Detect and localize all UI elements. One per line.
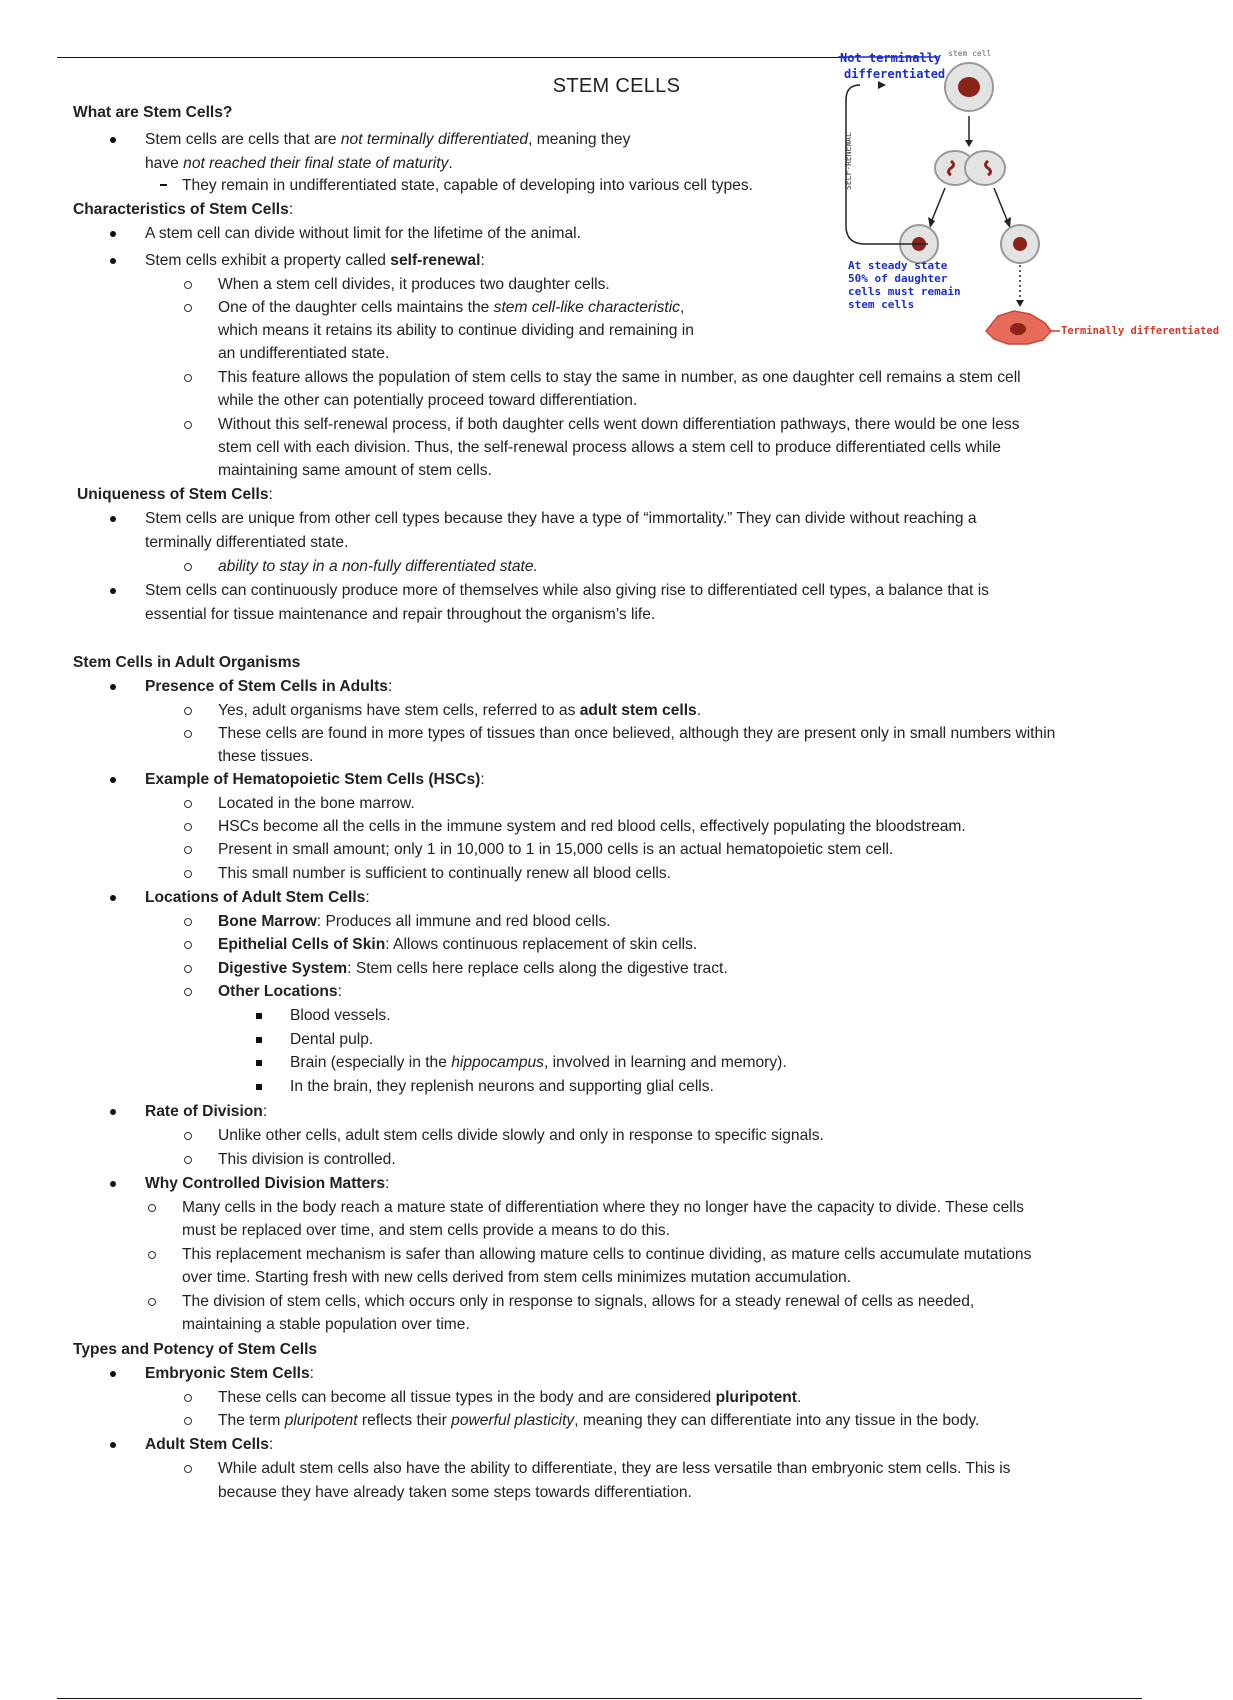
daughter-cell-differentiating-nucleus [1013, 237, 1027, 251]
self-renewal-loop [846, 85, 928, 244]
sub-bullet [184, 988, 192, 996]
adult-why-sub-2-line-2: over time. Starting fresh with new cells derived from stem cells minimizes mutation accumulation. [182, 1269, 852, 1286]
adult-loc-bone-marrow: Bone Marrow: Produces all immune and red blood cells. [218, 913, 611, 930]
what-bullet-1-line-1: Stem cells are cells that are not terminally differentiated, meaning they [145, 131, 631, 148]
label-not-terminally-1: Not terminally [840, 51, 942, 65]
char-bullet-2: Stem cells exhibit a property called self-renewal: [145, 252, 485, 269]
adult-hsc-sub-4: This small number is sufficient to continually renew all blood cells. [218, 865, 672, 882]
adult-hsc-sub-1: Located in the bone marrow. [218, 795, 415, 812]
stem-cell-top-nucleus [958, 77, 980, 97]
sub-bullet [148, 1204, 156, 1212]
types-embryonic-sub-2: The term pluripotent reflects their powerful plasticity, meaning they can differentiate into any tissue in the body. [218, 1412, 980, 1429]
square-bullet [256, 1060, 262, 1066]
bullet [110, 1109, 116, 1115]
sub-bullet [148, 1251, 156, 1259]
adult-loc-skin: Epithelial Cells of Skin: Allows continuous replacement of skin cells. [218, 936, 698, 953]
sub-bullet [184, 374, 192, 382]
square-bullet [256, 1013, 262, 1019]
uniq-sub-1: ability to stay in a non-fully differentiated state. [218, 558, 538, 575]
char-bullet-1: A stem cell can divide without limit for the lifetime of the animal. [145, 225, 581, 242]
bullet [110, 137, 116, 143]
sub-bullet [148, 1298, 156, 1306]
adult-loc-brain: Brain (especially in the hippocampus, involved in learning and memory). [290, 1054, 787, 1071]
adult-loc-neurons: In the brain, they replenish neurons and supporting glial cells. [290, 1078, 714, 1095]
adult-why-sub-3-line-1: The division of stem cells, which occurs only in response to signals, allows for a steady renewal of cells as needed, [182, 1293, 975, 1310]
uniq-bullet-2-line-1: Stem cells can continuously produce more of themselves while also giving rise to differentiated cell types, a balance that is [145, 582, 989, 599]
char-sub-2-line-3: an undifferentiated state. [218, 345, 390, 362]
adult-why-sub-1-line-1: Many cells in the body reach a mature state of differentiation where they no longer have the capacity to divide. These cells [182, 1199, 1024, 1216]
label-steady-2: 50% of daughter [848, 272, 948, 285]
what-bullet-1-line-2: have not reached their final state of maturity. [145, 155, 453, 172]
types-embryonic: Embryonic Stem Cells: [145, 1365, 314, 1382]
sub-bullet [184, 846, 192, 854]
bullet [110, 1371, 116, 1377]
label-stem-cell: stem cell [948, 49, 992, 58]
adult-presence-sub-1: Yes, adult organisms have stem cells, referred to as adult stem cells. [218, 702, 702, 719]
heading-adult-organisms: Stem Cells in Adult Organisms [73, 654, 301, 671]
sub-bullet [184, 281, 192, 289]
adult-hsc: Example of Hematopoietic Stem Cells (HSCs): [145, 771, 485, 788]
uniq-bullet-1-line-1: Stem cells are unique from other cell types because they have a type of “immortality.” They can divide without reaching a [145, 510, 977, 527]
sub-bullet [184, 304, 192, 312]
sub-bullet [184, 941, 192, 949]
char-sub-3-line-2: while the other can potentially proceed toward differentiation. [218, 392, 638, 409]
adult-presence: Presence of Stem Cells in Adults: [145, 678, 393, 695]
heading-what-are-stem-cells: What are Stem Cells? [73, 104, 233, 121]
adult-locations: Locations of Adult Stem Cells: [145, 889, 370, 906]
what-dash-1: They remain in undifferentiated state, capable of developing into various cell types. [182, 177, 753, 194]
types-adult-sub-1-line-2: because they have already taken some steps towards differentiation. [218, 1484, 692, 1501]
heading-characteristics: Characteristics of Stem Cells: [73, 201, 294, 218]
adult-rate-sub-2: This division is controlled. [218, 1151, 396, 1168]
sub-bullet [184, 918, 192, 926]
char-sub-2-line-2: which means it retains its ability to continue dividing and remaining in [218, 322, 694, 339]
uniq-bullet-1-line-2: terminally differentiated state. [145, 534, 349, 551]
label-not-terminally-2: differentiated [844, 67, 946, 81]
sub-bullet [184, 823, 192, 831]
square-bullet [256, 1037, 262, 1043]
bullet [110, 516, 116, 522]
self-renewal-arrow-head [878, 81, 886, 89]
terminal-cell-nucleus [1010, 323, 1026, 335]
arrow-terminal-head [1016, 300, 1024, 307]
adult-loc-other: Other Locations: [218, 983, 342, 1000]
bullet [110, 684, 116, 690]
arrow-daughter-left-head [928, 217, 935, 228]
label-self-renewal: SELF-RENEWAL [844, 132, 853, 190]
sub-bullet [184, 1394, 192, 1402]
dividing-cell-right [965, 151, 1005, 185]
adult-why-sub-2-line-1: This replacement mechanism is safer than allowing mature cells to continue dividing, as mature cells accumulate mutations [182, 1246, 1032, 1263]
adult-hsc-sub-2: HSCs become all the cells in the immune system and red blood cells, effectively populating the bloodstream. [218, 818, 966, 835]
sub-bullet [184, 1417, 192, 1425]
arrow-daughter-left [932, 188, 945, 220]
stem-cell-diagram [838, 40, 1220, 340]
char-sub-2-line-1: One of the daughter cells maintains the stem cell-like characteristic, [218, 299, 685, 316]
uniq-bullet-2-line-2: essential for tissue maintenance and repair throughout the organism’s life. [145, 606, 656, 623]
adult-loc-digestive: Digestive System: Stem cells here replace cells along the digestive tract. [218, 960, 728, 977]
arrow-daughter-right [994, 188, 1007, 220]
bullet [110, 1181, 116, 1187]
bottom-rule [57, 1698, 1142, 1699]
adult-rate-sub-1: Unlike other cells, adult stem cells divide slowly and only in response to specific signals. [218, 1127, 824, 1144]
adult-rate: Rate of Division: [145, 1103, 268, 1120]
sub-bullet [184, 965, 192, 973]
sub-bullet [184, 730, 192, 738]
bullet [110, 777, 116, 783]
adult-why-controlled: Why Controlled Division Matters: [145, 1175, 390, 1192]
heading-types-potency: Types and Potency of Stem Cells [73, 1341, 318, 1358]
adult-loc-dental-pulp: Dental pulp. [290, 1031, 374, 1048]
types-adult: Adult Stem Cells: [145, 1436, 274, 1453]
sub-bullet [184, 707, 192, 715]
label-steady-1: At steady state [848, 259, 948, 272]
sub-bullet [184, 1132, 192, 1140]
sub-bullet [184, 800, 192, 808]
adult-presence-sub-2-line-1: These cells are found in more types of tissues than once believed, although they are present only in small numbers within [218, 725, 1056, 742]
arrow-daughter-right-head [1004, 217, 1011, 228]
bullet [110, 258, 116, 264]
dash-marker [160, 184, 167, 186]
square-bullet [256, 1084, 262, 1090]
adult-presence-sub-2-line-2: these tissues. [218, 748, 314, 765]
types-adult-sub-1-line-1: While adult stem cells also have the ability to differentiate, they are less versatile than embryonic stem cells. This is [218, 1460, 1011, 1477]
top-rule [57, 57, 847, 58]
types-embryonic-sub-1: These cells can become all tissue types in the body and are considered pluripotent. [218, 1389, 802, 1406]
char-sub-4-line-3: maintaining same amount of stem cells. [218, 462, 492, 479]
adult-why-sub-1-line-2: must be replaced over time, and stem cells provide a means to do this. [182, 1222, 670, 1239]
char-sub-4-line-1: Without this self-renewal process, if both daughter cells went down differentiation pathways, there would be one less [218, 416, 1020, 433]
adult-why-sub-3-line-2: maintaining a stable population over time. [182, 1316, 470, 1333]
adult-hsc-sub-3: Present in small amount; only 1 in 10,000 to 1 in 15,000 cells is an actual hematopoietic stem cell. [218, 841, 894, 858]
bullet [110, 895, 116, 901]
sub-bullet [184, 1465, 192, 1473]
char-sub-3-line-1: This feature allows the population of stem cells to stay the same in number, as one daughter cell remains a stem cell [218, 369, 1021, 386]
sub-bullet [184, 1156, 192, 1164]
char-sub-1: When a stem cell divides, it produces two daughter cells. [218, 276, 610, 293]
label-terminally-differentiated: Terminally differentiated [1061, 325, 1220, 337]
bullet [110, 1442, 116, 1448]
heading-uniqueness: Uniqueness of Stem Cells: [77, 486, 273, 503]
arrow-division-head [965, 140, 973, 147]
char-sub-4-line-2: stem cell with each division. Thus, the self-renewal process allows a stem cell to produce differentiated cells while [218, 439, 1001, 456]
sub-bullet [184, 870, 192, 878]
adult-loc-blood-vessels: Blood vessels. [290, 1007, 391, 1024]
bullet [110, 588, 116, 594]
sub-bullet [184, 563, 192, 571]
sub-bullet [184, 421, 192, 429]
bullet [110, 231, 116, 237]
label-steady-4: stem cells [848, 298, 915, 311]
label-steady-3: cells must remain [848, 285, 961, 298]
page-title: STEM CELLS [552, 75, 681, 97]
